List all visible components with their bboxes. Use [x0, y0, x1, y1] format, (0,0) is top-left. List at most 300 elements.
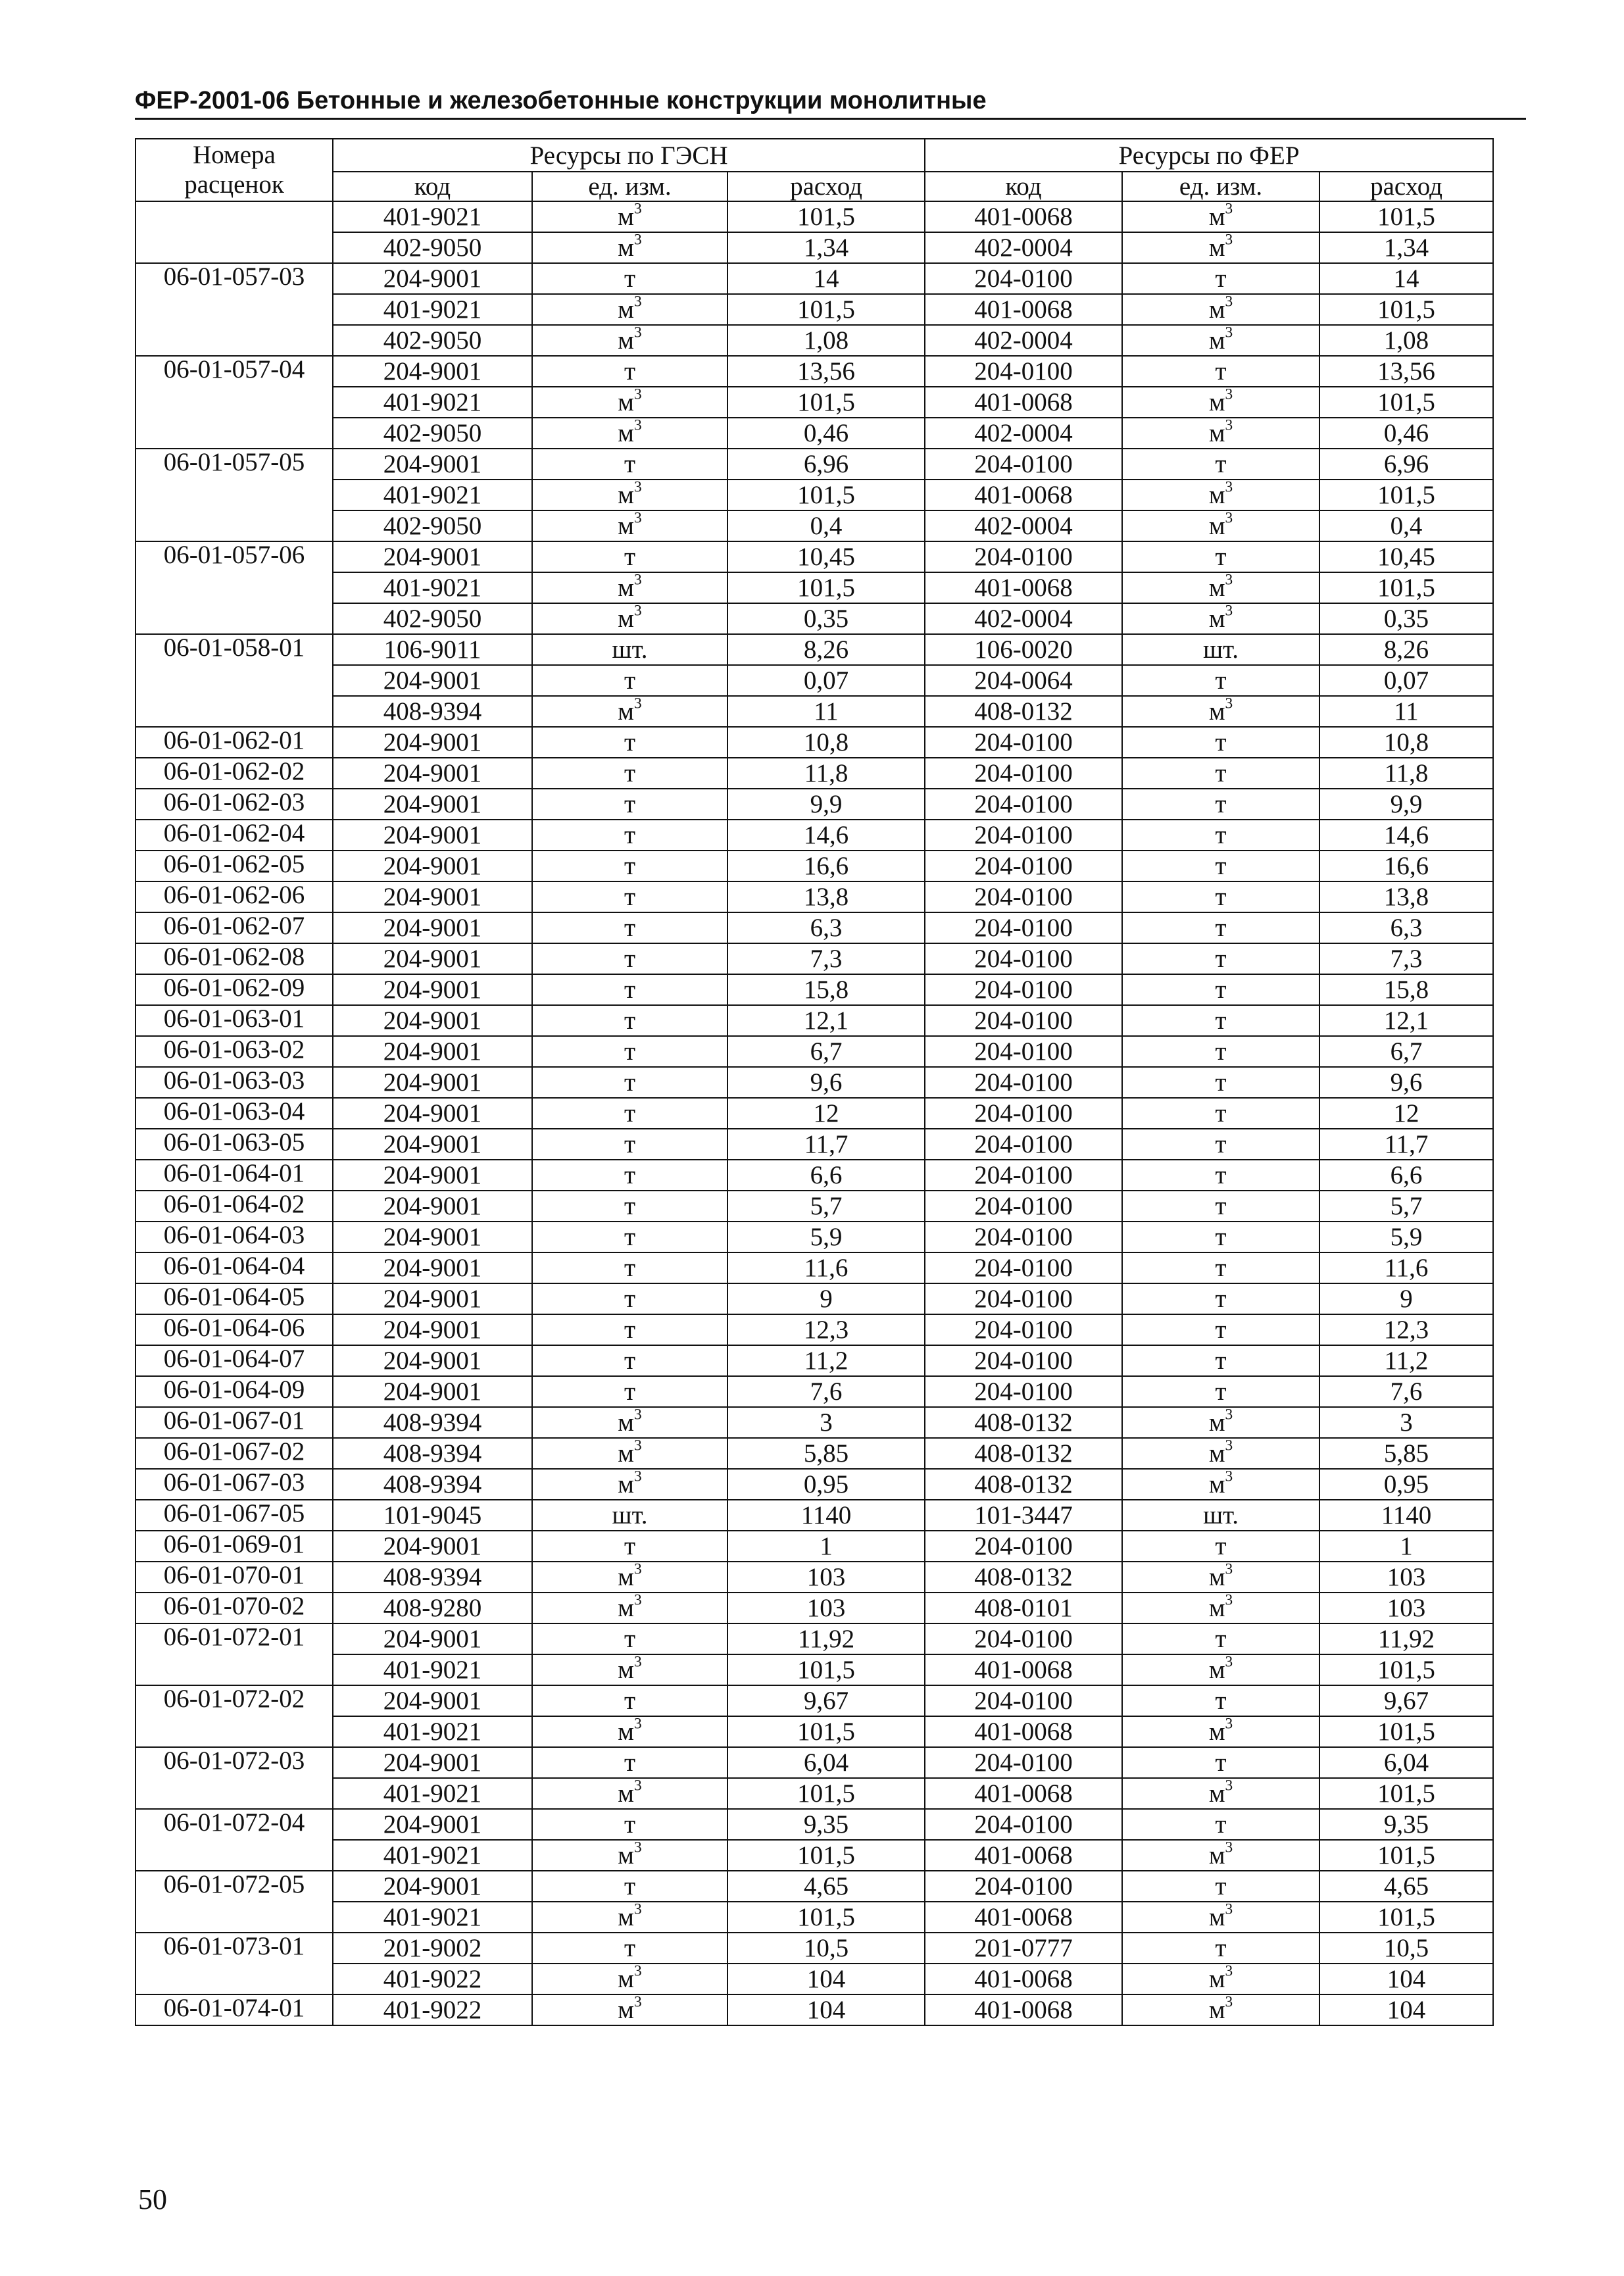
rate-number-cell: 06-01-063-05: [135, 1129, 333, 1160]
rate-number-cell: 06-01-062-04: [135, 820, 333, 851]
fer-consumption-cell: 9,6: [1319, 1067, 1493, 1098]
fer-consumption-cell: 0,35: [1319, 603, 1493, 634]
gesn-code-cell: 401-9021: [333, 1840, 532, 1871]
unit-exponent: 3: [633, 510, 642, 527]
rate-number-cell: [135, 201, 333, 263]
gesn-consumption-cell: 3: [727, 1407, 925, 1438]
table-row: [135, 1314, 1493, 1345]
gesn-unit-cell: т: [532, 1531, 727, 1562]
gesn-consumption-cell: 1,08: [727, 325, 925, 356]
fer-consumption-cell: 101,5: [1319, 480, 1493, 510]
gesn-unit-cell: $м^3$: [532, 1964, 727, 1994]
fer-consumption-cell: 10,8: [1319, 727, 1493, 758]
gesn-consumption-cell: 8,26: [727, 634, 925, 665]
unit-exponent: 3: [633, 325, 642, 341]
gesn-unit-cell: шт.: [532, 1500, 727, 1531]
fer-unit-cell: $м^3$: [1122, 1994, 1319, 2025]
fer-unit-cell: т: [1122, 820, 1319, 851]
gesn-consumption-cell: 1: [727, 1531, 925, 1562]
fer-code-cell: 204-0100: [925, 1809, 1122, 1840]
gesn-unit-cell: т: [532, 881, 727, 912]
unit-exponent: 3: [633, 1902, 642, 1918]
fer-code-cell: 401-0068: [925, 572, 1122, 603]
gesn-consumption-cell: 5,9: [727, 1222, 925, 1252]
gesn-unit-cell: $м^3$: [532, 1994, 727, 2025]
fer-code-cell: 204-0100: [925, 727, 1122, 758]
table-row: [135, 1407, 1493, 1438]
gesn-code-cell: 204-9001: [333, 820, 532, 851]
fer-consumption-cell: 0,4: [1319, 510, 1493, 541]
fer-unit-cell: т: [1122, 1067, 1319, 1098]
unit-exponent: 3: [1225, 510, 1233, 527]
fer-unit-cell: $м^3$: [1122, 1438, 1319, 1469]
rate-number-cell: 06-01-064-09: [135, 1376, 333, 1407]
gesn-unit-cell: т: [532, 665, 727, 696]
table-row: [135, 789, 1493, 820]
fer-consumption-cell: 6,04: [1319, 1747, 1493, 1778]
gesn-consumption-cell: 12: [727, 1098, 925, 1129]
gesn-code-cell: 401-9021: [333, 1716, 532, 1747]
fer-unit-cell: т: [1122, 851, 1319, 881]
unit-exponent: 3: [1225, 572, 1233, 589]
fer-unit-cell: т: [1122, 1685, 1319, 1716]
gesn-consumption-cell: 103: [727, 1593, 925, 1623]
gesn-code-cell: 401-9021: [333, 1654, 532, 1685]
rate-number-cell: 06-01-074-01: [135, 1994, 333, 2025]
gesn-unit-cell: $м^3$: [532, 325, 727, 356]
fer-unit-cell: т: [1122, 912, 1319, 943]
fer-code-cell: 204-0100: [925, 449, 1122, 480]
table-body: [135, 201, 1493, 2025]
unit-exponent: 3: [1225, 1994, 1233, 2011]
table-row: [135, 851, 1493, 881]
unit-exponent: 3: [1225, 696, 1233, 712]
fer-unit-cell: т: [1122, 541, 1319, 572]
unit-exponent: 3: [1225, 1438, 1233, 1454]
gesn-code-cell: 204-9001: [333, 943, 532, 974]
fer-code-cell: 204-0100: [925, 1747, 1122, 1778]
gesn-unit-cell: т: [532, 1252, 727, 1283]
fer-code-cell: 204-0100: [925, 789, 1122, 820]
gesn-unit-cell: $м^3$: [532, 1469, 727, 1500]
gesn-unit-cell: т: [532, 1129, 727, 1160]
gesn-consumption-cell: 0,4: [727, 510, 925, 541]
fer-consumption-cell: 104: [1319, 1964, 1493, 1994]
gesn-unit-cell: $м^3$: [532, 1593, 727, 1623]
gesn-code-cell: 204-9001: [333, 789, 532, 820]
gesn-unit-cell: т: [532, 789, 727, 820]
table-row: [135, 1902, 1493, 1933]
gesn-consumption-cell: 10,45: [727, 541, 925, 572]
table-row: [135, 418, 1493, 449]
fer-unit-cell: т: [1122, 1098, 1319, 1129]
table-row: [135, 1964, 1493, 1994]
gesn-consumption-cell: 10,5: [727, 1933, 925, 1964]
gesn-code-cell: 204-9001: [333, 1345, 532, 1376]
fer-consumption-cell: 11,7: [1319, 1129, 1493, 1160]
header-gesn-consumption: расход: [727, 172, 925, 201]
fer-consumption-cell: 11,6: [1319, 1252, 1493, 1283]
table-row: [135, 1840, 1493, 1871]
fer-unit-cell: т: [1122, 1314, 1319, 1345]
unit-exponent: 3: [633, 603, 642, 620]
rate-number-cell: 06-01-062-08: [135, 943, 333, 974]
fer-unit-cell: $м^3$: [1122, 696, 1319, 727]
fer-consumption-cell: 7,3: [1319, 943, 1493, 974]
gesn-code-cell: 204-9001: [333, 1376, 532, 1407]
gesn-consumption-cell: 104: [727, 1964, 925, 1994]
fer-unit-cell: т: [1122, 881, 1319, 912]
fer-code-cell: 408-0132: [925, 696, 1122, 727]
gesn-consumption-cell: 6,6: [727, 1160, 925, 1191]
fer-code-cell: 401-0068: [925, 480, 1122, 510]
table-row: [135, 263, 1493, 294]
rate-number-cell: 06-01-062-06: [135, 881, 333, 912]
rate-number-cell: 06-01-062-02: [135, 758, 333, 789]
table-row: [135, 696, 1493, 727]
fer-consumption-cell: 12,1: [1319, 1005, 1493, 1036]
rate-number-cell: 06-01-057-04: [135, 356, 333, 449]
gesn-consumption-cell: 7,3: [727, 943, 925, 974]
gesn-code-cell: 402-9050: [333, 603, 532, 634]
fer-consumption-cell: 12: [1319, 1098, 1493, 1129]
fer-unit-cell: т: [1122, 974, 1319, 1005]
table-row: [135, 1623, 1493, 1654]
fer-unit-cell: т: [1122, 1623, 1319, 1654]
table-row: [135, 1191, 1493, 1222]
fer-code-cell: 408-0132: [925, 1407, 1122, 1438]
unit-exponent: 3: [1225, 1654, 1233, 1671]
table-row: [135, 1747, 1493, 1778]
table-row: [135, 1067, 1493, 1098]
gesn-consumption-cell: 16,6: [727, 851, 925, 881]
gesn-unit-cell: т: [532, 727, 727, 758]
gesn-consumption-cell: 14: [727, 263, 925, 294]
table-row: [135, 1994, 1493, 2025]
gesn-consumption-cell: 0,07: [727, 665, 925, 696]
gesn-consumption-cell: 11,6: [727, 1252, 925, 1283]
unit-exponent: 3: [633, 1593, 642, 1609]
fer-consumption-cell: 101,5: [1319, 1902, 1493, 1933]
gesn-consumption-cell: 9,9: [727, 789, 925, 820]
gesn-unit-cell: т: [532, 541, 727, 572]
fer-code-cell: 401-0068: [925, 1778, 1122, 1809]
table-row: [135, 1871, 1493, 1902]
unit-exponent: 3: [633, 1994, 642, 2011]
document-title: ФЕР-2001-06 Бетонные и железобетонные конструкции монолитные: [135, 87, 987, 114]
gesn-unit-cell: т: [532, 1871, 727, 1902]
fer-unit-cell: $м^3$: [1122, 480, 1319, 510]
rate-number-cell: 06-01-062-05: [135, 851, 333, 881]
table-row: [135, 1036, 1493, 1067]
table-row: [135, 232, 1493, 263]
table-row: [135, 1778, 1493, 1809]
fer-unit-cell: т: [1122, 1345, 1319, 1376]
gesn-code-cell: 401-9021: [333, 294, 532, 325]
unit-exponent: 3: [633, 696, 642, 712]
rate-number-cell: 06-01-064-02: [135, 1191, 333, 1222]
gesn-code-cell: 402-9050: [333, 510, 532, 541]
table-row: [135, 1160, 1493, 1191]
table-row: [135, 943, 1493, 974]
fer-code-cell: 204-0100: [925, 820, 1122, 851]
fer-code-cell: 204-0100: [925, 1222, 1122, 1252]
gesn-code-cell: 408-9394: [333, 1407, 532, 1438]
fer-consumption-cell: 101,5: [1319, 387, 1493, 418]
gesn-consumption-cell: 9,6: [727, 1067, 925, 1098]
table-row: [135, 1933, 1493, 1964]
gesn-code-cell: 204-9001: [333, 1685, 532, 1716]
table-row: [135, 634, 1493, 665]
unit-exponent: 3: [1225, 1902, 1233, 1918]
fer-unit-cell: т: [1122, 449, 1319, 480]
fer-code-cell: 204-0100: [925, 1129, 1122, 1160]
gesn-consumption-cell: 101,5: [727, 1902, 925, 1933]
fer-consumption-cell: 101,5: [1319, 572, 1493, 603]
gesn-unit-cell: $м^3$: [532, 1654, 727, 1685]
gesn-code-cell: 401-9021: [333, 1778, 532, 1809]
fer-consumption-cell: 101,5: [1319, 294, 1493, 325]
gesn-code-cell: 204-9001: [333, 1531, 532, 1562]
fer-consumption-cell: 103: [1319, 1593, 1493, 1623]
gesn-unit-cell: $м^3$: [532, 232, 727, 263]
fer-unit-cell: т: [1122, 665, 1319, 696]
fer-code-cell: 402-0004: [925, 232, 1122, 263]
unit-exponent: 3: [633, 1654, 642, 1671]
fer-unit-cell: т: [1122, 1376, 1319, 1407]
gesn-code-cell: 401-9022: [333, 1964, 532, 1994]
gesn-unit-cell: т: [532, 758, 727, 789]
unit-exponent: 3: [633, 1407, 642, 1423]
table-row: [135, 1252, 1493, 1283]
fer-unit-cell: $м^3$: [1122, 510, 1319, 541]
gesn-unit-cell: $м^3$: [532, 1778, 727, 1809]
gesn-consumption-cell: 12,3: [727, 1314, 925, 1345]
fer-code-cell: 408-0101: [925, 1593, 1122, 1623]
table-row: [135, 449, 1493, 480]
rate-number-cell: 06-01-057-03: [135, 263, 333, 356]
table-row: [135, 1438, 1493, 1469]
fer-consumption-cell: 9,9: [1319, 789, 1493, 820]
gesn-code-cell: 204-9001: [333, 449, 532, 480]
unit-exponent: 3: [1225, 294, 1233, 310]
gesn-code-cell: 204-9001: [333, 758, 532, 789]
fer-consumption-cell: 13,56: [1319, 356, 1493, 387]
fer-unit-cell: $м^3$: [1122, 572, 1319, 603]
unit-exponent: 3: [1225, 1469, 1233, 1485]
fer-code-cell: 204-0100: [925, 356, 1122, 387]
gesn-consumption-cell: 13,8: [727, 881, 925, 912]
fer-unit-cell: т: [1122, 1222, 1319, 1252]
table-row: [135, 881, 1493, 912]
fer-unit-cell: т: [1122, 1036, 1319, 1067]
table-row: [135, 294, 1493, 325]
fer-unit-cell: т: [1122, 1747, 1319, 1778]
gesn-code-cell: 204-9001: [333, 1129, 532, 1160]
rate-number-cell: 06-01-062-09: [135, 974, 333, 1005]
gesn-code-cell: 204-9001: [333, 1222, 532, 1252]
gesn-unit-cell: $м^3$: [532, 1407, 727, 1438]
unit-exponent: 3: [1225, 418, 1233, 434]
header-fer-resources: Ресурсы по ФЕР: [925, 139, 1493, 172]
fer-code-cell: 204-0100: [925, 1036, 1122, 1067]
fer-unit-cell: $м^3$: [1122, 294, 1319, 325]
fer-consumption-cell: 0,46: [1319, 418, 1493, 449]
table-row: [135, 325, 1493, 356]
fer-unit-cell: $м^3$: [1122, 603, 1319, 634]
gesn-code-cell: 401-9022: [333, 1994, 532, 2025]
gesn-code-cell: 402-9050: [333, 232, 532, 263]
gesn-code-cell: 204-9001: [333, 356, 532, 387]
rate-number-cell: 06-01-067-01: [135, 1407, 333, 1438]
gesn-consumption-cell: 5,85: [727, 1438, 925, 1469]
fer-code-cell: 204-0100: [925, 1252, 1122, 1283]
gesn-unit-cell: т: [532, 449, 727, 480]
fer-consumption-cell: 0,07: [1319, 665, 1493, 696]
rate-number-cell: 06-01-063-03: [135, 1067, 333, 1098]
table-row: [135, 387, 1493, 418]
gesn-code-cell: 204-9001: [333, 1283, 532, 1314]
gesn-code-cell: 201-9002: [333, 1933, 532, 1964]
fer-unit-cell: т: [1122, 1871, 1319, 1902]
gesn-code-cell: 204-9001: [333, 1067, 532, 1098]
gesn-consumption-cell: 101,5: [727, 1654, 925, 1685]
gesn-code-cell: 408-9394: [333, 696, 532, 727]
fer-consumption-cell: 9,67: [1319, 1685, 1493, 1716]
gesn-unit-cell: т: [532, 1623, 727, 1654]
table-row: [135, 1469, 1493, 1500]
unit-exponent: 3: [633, 1469, 642, 1485]
rate-number-cell: 06-01-064-05: [135, 1283, 333, 1314]
fer-unit-cell: т: [1122, 1283, 1319, 1314]
fer-consumption-cell: 10,45: [1319, 541, 1493, 572]
gesn-code-cell: 204-9001: [333, 1314, 532, 1345]
gesn-code-cell: 204-9001: [333, 881, 532, 912]
fer-code-cell: 402-0004: [925, 418, 1122, 449]
gesn-unit-cell: т: [532, 1098, 727, 1129]
unit-exponent: 3: [1225, 1593, 1233, 1609]
unit-exponent: 3: [1225, 1840, 1233, 1856]
rate-number-cell: 06-01-062-01: [135, 727, 333, 758]
unit-exponent: 3: [1225, 1964, 1233, 1980]
fer-code-cell: 401-0068: [925, 201, 1122, 232]
table-row: [135, 974, 1493, 1005]
unit-exponent: 3: [633, 1778, 642, 1794]
fer-consumption-cell: 12,3: [1319, 1314, 1493, 1345]
fer-unit-cell: т: [1122, 356, 1319, 387]
gesn-consumption-cell: 101,5: [727, 480, 925, 510]
gesn-unit-cell: т: [532, 1005, 727, 1036]
gesn-unit-cell: т: [532, 1685, 727, 1716]
fer-code-cell: 204-0100: [925, 1160, 1122, 1191]
header-rate-numbers: Номера расценок: [135, 139, 333, 201]
resource-table: [135, 138, 1494, 2026]
fer-consumption-cell: 10,5: [1319, 1933, 1493, 1964]
gesn-consumption-cell: 101,5: [727, 1716, 925, 1747]
fer-code-cell: 204-0100: [925, 1623, 1122, 1654]
gesn-unit-cell: $м^3$: [532, 1902, 727, 1933]
fer-consumption-cell: 6,3: [1319, 912, 1493, 943]
fer-code-cell: 204-0100: [925, 943, 1122, 974]
rate-number-cell: 06-01-067-02: [135, 1438, 333, 1469]
table-row: [135, 1809, 1493, 1840]
fer-consumption-cell: 8,26: [1319, 634, 1493, 665]
fer-consumption-cell: 6,7: [1319, 1036, 1493, 1067]
fer-code-cell: 204-0100: [925, 1098, 1122, 1129]
gesn-code-cell: 204-9001: [333, 1036, 532, 1067]
fer-consumption-cell: 1,34: [1319, 232, 1493, 263]
unit-exponent: 3: [1225, 1407, 1233, 1423]
fer-code-cell: 401-0068: [925, 294, 1122, 325]
fer-consumption-cell: 3: [1319, 1407, 1493, 1438]
gesn-unit-cell: $м^3$: [532, 510, 727, 541]
fer-code-cell: 204-0100: [925, 851, 1122, 881]
unit-exponent: 3: [633, 1562, 642, 1578]
rate-number-cell: 06-01-070-01: [135, 1562, 333, 1593]
fer-unit-cell: шт.: [1122, 1500, 1319, 1531]
fer-code-cell: 204-0100: [925, 1685, 1122, 1716]
fer-unit-cell: т: [1122, 943, 1319, 974]
fer-code-cell: 408-0132: [925, 1562, 1122, 1593]
gesn-consumption-cell: 0,46: [727, 418, 925, 449]
unit-exponent: 3: [633, 1438, 642, 1454]
gesn-consumption-cell: 11: [727, 696, 925, 727]
fer-consumption-cell: 101,5: [1319, 201, 1493, 232]
fer-code-cell: 204-0100: [925, 1191, 1122, 1222]
gesn-consumption-cell: 101,5: [727, 294, 925, 325]
fer-code-cell: 401-0068: [925, 1902, 1122, 1933]
fer-unit-cell: $м^3$: [1122, 232, 1319, 263]
gesn-consumption-cell: 6,04: [727, 1747, 925, 1778]
fer-code-cell: 402-0004: [925, 510, 1122, 541]
fer-unit-cell: $м^3$: [1122, 1840, 1319, 1871]
rate-number-cell: 06-01-072-01: [135, 1623, 333, 1685]
fer-code-cell: 402-0004: [925, 325, 1122, 356]
fer-code-cell: 204-0100: [925, 1871, 1122, 1902]
rate-number-cell: 06-01-064-04: [135, 1252, 333, 1283]
fer-code-cell: 408-0132: [925, 1469, 1122, 1500]
fer-consumption-cell: 11,92: [1319, 1623, 1493, 1654]
gesn-code-cell: 204-9001: [333, 1005, 532, 1036]
rate-number-cell: 06-01-064-01: [135, 1160, 333, 1191]
fer-unit-cell: т: [1122, 1005, 1319, 1036]
table-row: [135, 1098, 1493, 1129]
gesn-unit-cell: т: [532, 912, 727, 943]
gesn-consumption-cell: 11,92: [727, 1623, 925, 1654]
unit-exponent: 3: [1225, 232, 1233, 249]
table-row: [135, 1593, 1493, 1623]
gesn-consumption-cell: 6,96: [727, 449, 925, 480]
gesn-code-cell: 401-9021: [333, 387, 532, 418]
gesn-code-cell: 402-9050: [333, 325, 532, 356]
unit-exponent: 3: [1225, 201, 1233, 218]
fer-consumption-cell: 1: [1319, 1531, 1493, 1562]
fer-code-cell: 401-0068: [925, 1994, 1122, 2025]
rate-number-cell: 06-01-057-05: [135, 449, 333, 541]
gesn-code-cell: 408-9394: [333, 1562, 532, 1593]
fer-consumption-cell: 11,2: [1319, 1345, 1493, 1376]
gesn-consumption-cell: 104: [727, 1994, 925, 2025]
table-row: [135, 572, 1493, 603]
table-row: [135, 665, 1493, 696]
gesn-unit-cell: т: [532, 1345, 727, 1376]
gesn-consumption-cell: 101,5: [727, 572, 925, 603]
gesn-code-cell: 204-9001: [333, 1160, 532, 1191]
gesn-code-cell: 204-9001: [333, 1871, 532, 1902]
rate-number-cell: 06-01-063-02: [135, 1036, 333, 1067]
gesn-consumption-cell: 13,56: [727, 356, 925, 387]
gesn-unit-cell: $м^3$: [532, 1716, 727, 1747]
